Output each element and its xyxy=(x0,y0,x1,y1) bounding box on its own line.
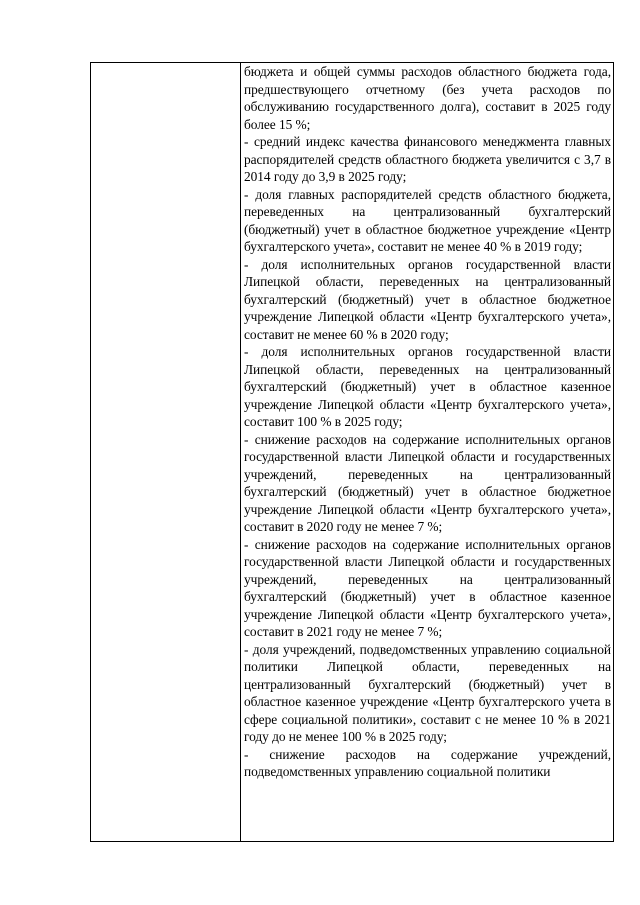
text-paragraph: - снижение расходов на содержание исполнительных органов государственной власти Липецкой области и государственных учреждений, переведенных на централизованный бухгалтерский (бюджетный) учет в областное бюджетное учреждение Липецкой области «Центр бухгалтерского учета», составит в 2020 году не менее 7 %; xyxy=(244,431,611,534)
text-paragraph: - доля учреждений, подведомственных управлению социальной политики Липецкой области, переведенных на централизованный бухгалтерский (бюджетный) учет в областное казенное учреждение «Центр бухгалтерского учета в сфере социальной политики», составит с не менее 10 % в 2021 году до не менее 100 % в 2025 году; xyxy=(244,641,611,744)
document-table xyxy=(90,62,614,842)
text-paragraph: - снижение расходов на содержание исполнительных органов государственной власти Липецкой области и государственных учреждений, переведенных на централизованный бухгалтерский (бюджетный) учет в областное казенное учреждение Липецкой области «Центр бухгалтерского учета», составит в 2021 году не менее 7 %; xyxy=(244,536,611,639)
text-paragraph: - снижение расходов на содержание учреждений, подведомственных управлению социальной политики xyxy=(244,746,611,779)
text-paragraph: - доля главных распорядителей средств областного бюджета, переведенных на централизованный бухгалтерский (бюджетный) учет в областное бюджетное учреждение «Центр бухгалтерского учета», составит не менее 40 % в 2019 году; xyxy=(244,186,611,254)
text-paragraph: - средний индекс качества финансового менеджмента главных распорядителей средств областного бюджета увеличится с 3,7 в 2014 году до 3,9 в 2025 году; xyxy=(244,134,611,184)
table-right-column xyxy=(241,63,613,841)
text-paragraph: - доля исполнительных органов государственной власти Липецкой области, переведенных на централизованный бухгалтерский (бюджетный) учет в областное бюджетное учреждение Липецкой области «Центр бухгалтерского учета», составит не менее 60 % в 2020 году; xyxy=(244,256,611,342)
text-paragraph: бюджета и общей суммы расходов областного бюджета года, предшествующего отчетному (без учета расходов по обслуживанию государственного долга), составит в 2025 году более 15 %; xyxy=(244,64,611,132)
text-paragraph: - доля исполнительных органов государственной власти Липецкой области, переведенных на централизованный бухгалтерский (бюджетный) учет в областное казенное учреждение Липецкой области «Центр бухгалтерского учета», составит 100 % в 2025 году; xyxy=(244,344,611,429)
table-left-column xyxy=(91,63,241,841)
